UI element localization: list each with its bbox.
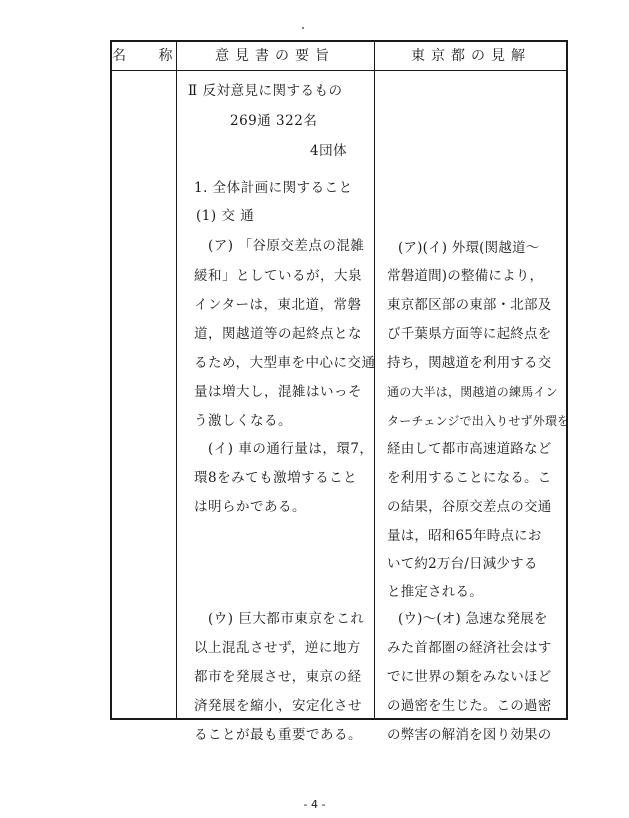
view-line: 量は，昭和65年時点にお [387, 528, 542, 544]
subsection-item: (1) 交 通 [196, 208, 255, 224]
opinion-line: (ア) 「谷原交差点の混雑 [208, 238, 365, 254]
view-line: いて約2万台/日減少する [387, 556, 538, 572]
view-line: 通の大半は，関越道の練馬イン [387, 385, 558, 399]
opinion-line: は明らかである。 [194, 499, 306, 515]
column-divider [374, 42, 375, 718]
subsection-title: 1. 全体計画に関すること [194, 180, 353, 196]
opinion-line: う激しくなる。 [194, 413, 292, 429]
view-line: の過密を生じた。この過密 [387, 698, 552, 714]
opinion-line: 量は増大し，混雑はいっそ [194, 384, 362, 400]
header-opinion-summary: 意見書の要旨 [215, 48, 335, 64]
view-line: みた首都圏の経済社会はす [387, 640, 552, 656]
opinion-line: るため，大型車を中心に交通 [194, 355, 376, 371]
view-line: 持ち，関越道を利用する交 [387, 355, 552, 371]
view-line: (ア)(イ) 外環(関越道〜 [398, 240, 540, 256]
view-line: を利用することになる。こ [387, 470, 552, 486]
scan-speck [302, 27, 304, 29]
opinion-line: 環8をみても激増すること [194, 470, 358, 486]
view-line: ターチェンジで出入りせず外環を [387, 414, 570, 428]
view-line: でに世界の類をみないほど [387, 669, 552, 685]
view-line: 経由して都市高速道路など [387, 441, 552, 457]
header-tokyo-view: 東京都の見解 [411, 48, 531, 64]
opinion-line: 緩和」としているが，大泉 [194, 268, 362, 284]
view-line: 常磐道間)の整備により， [387, 268, 544, 284]
view-line: の結果，谷原交差点の交通 [387, 499, 552, 515]
header-name: 名 称 [112, 48, 187, 64]
opinion-line: インターは，東北道，常磐 [194, 297, 362, 313]
view-line: と推定される。 [387, 584, 483, 600]
header-divider [112, 70, 566, 71]
view-line: 東京都区部の東部・北部及 [387, 297, 552, 313]
opinion-line: 都市を発展させ，東京の経 [194, 669, 362, 685]
opinion-line: 済発展を縮小，安定化させ [194, 698, 362, 714]
view-line: (ウ)〜(オ) 急速な発展を [398, 611, 548, 627]
groups-line: 4団体 [310, 143, 348, 159]
opinion-table [110, 40, 570, 743]
column-divider [176, 42, 177, 718]
view-line: の弊害の解消を図り効果の [387, 727, 552, 743]
section-title: Ⅱ 反対意見に関するもの [188, 83, 343, 99]
opinion-line: 以上混乱させず，逆に地方 [194, 640, 361, 656]
count-line: 269通 322名 [230, 113, 318, 129]
opinion-line: 道，関越道等の起終点とな [194, 326, 362, 342]
opinion-line: (イ) 車の通行量は，環7， [208, 441, 374, 457]
view-line: び千葉県方面等に起終点を [387, 326, 552, 342]
page-number: - 4 - [303, 798, 326, 811]
opinion-line: ることが最も重要である。 [194, 727, 362, 743]
opinion-line: (ウ) 巨大都市東京をこれ [208, 611, 365, 627]
